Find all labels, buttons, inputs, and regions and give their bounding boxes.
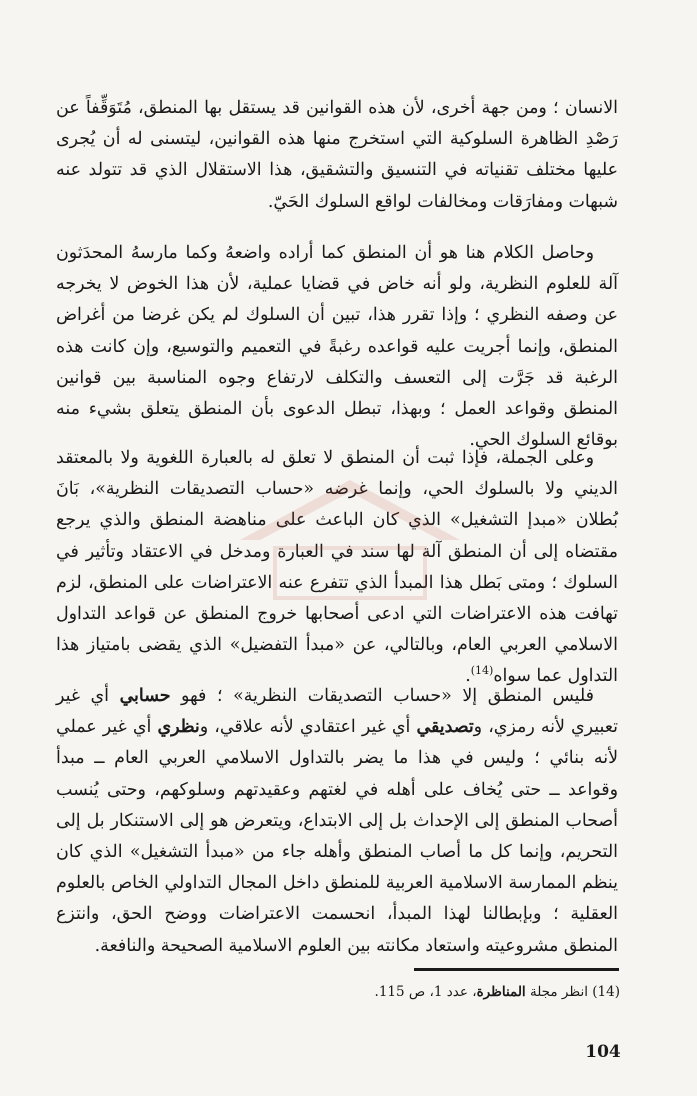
footnote-number: (14) bbox=[592, 984, 620, 1000]
footnote-reference: (14) bbox=[470, 664, 494, 678]
paragraph-2-text: وحاصل الكلام هنا هو أن المنطق كما أراده واضعهُ وكما مارسهُ المحدَثون آلة للعلوم النظرية، ولو أنه خاض في قضايا عملية، لأن هذا الخوض لا يخرجه عن وصفه النظري ؛ وإذا تقرر هذا، تبين أن السلوك لم يكن غرضا من أغراض المنطق، وإنما أجريت عليه قواعده رغبةً في التعميم والتوسيع، وإن كانت هذه الرغبة قد جَرَّت إلى التعسف والتكلف لارتفاع وجوه المناسبة بين قوانين المنطق وقواعد العمل ؛ وبهذا، تبطل الدعوى بأن المنطق يتعلق بشيء منه بوقائع السلوك الحي. bbox=[56, 243, 618, 451]
footnote-post: ، عدد 1، ص 115. bbox=[374, 984, 477, 1000]
footnote-pre: انظر مجلة bbox=[525, 984, 593, 1000]
paragraph-3 bbox=[56, 443, 618, 693]
bold-term-nazari: نظري bbox=[157, 717, 200, 738]
paragraph-4-text bbox=[56, 681, 618, 962]
paragraph-2 bbox=[56, 238, 618, 456]
paragraph-1-text: الانسان ؛ ومن جهة أخرى، لأن هذه القوانين قد يستقل بها المنطق، مُتَوَقِّفاً عن رَصْدِ الظاهرة السلوكية التي استخرج منها هذه القوانين، ليتسنى له أن يُجرى عليها مختلف تقنياته في التنسيق والتشقيق، هذا الاستقلال الذي قد تتولد عنه شبهات ومفارَقات ومخالفات لواقع السلوك الحَيّ. bbox=[56, 98, 618, 212]
paragraph-4-part-a: فليس المنطق إلا «حساب التصديقات النظرية» ؛ فهو bbox=[170, 686, 594, 706]
paragraph-4-part-c: أي غير اعتقادي لأنه علاقي، و bbox=[199, 717, 417, 738]
footnote-divider bbox=[414, 968, 619, 971]
bold-term-tasdiqi: تصديقي bbox=[416, 717, 474, 738]
paragraph-4-part-d: أي غير عملي لأنه بنائي ؛ وليس في هذا ما يضر بالتداول الاسلامي العربي العام ــ مبدأ وقواعد ــ حتى يُخاف على أهله في لغتهم وعقيدتهم وسلوكهم، وحتى يُنسب أصحاب المنطق إلى الإحداث بل إلى الابتداع، ويتعرض هو إلى الاستنكار بل إلى التحريم، وإنما كل ما أصاب المنطق وأهله جاء من «مبدأ التشغيل» الذي كان ينظم الممارسة الاسلامية العربية للمنطق داخل المجال التداولي الخاص بالعلوم العقلية ؛ وبإبطالنا لهذا المبدأ، انحسمت الاعتراضات ووضح الحق، وانتزع المنطق مشروعيته واستعاد مكانته بين العلوم الاسلامية الصحيحة والنافعة. bbox=[56, 717, 618, 956]
footnote bbox=[260, 981, 620, 1003]
page-number: 104 bbox=[585, 1042, 621, 1062]
paragraph-4-part-b: أي غير تعبيري لأنه رمزي، و bbox=[56, 686, 618, 738]
paragraph-3-text bbox=[56, 443, 618, 693]
footnote-journal: المناظرة bbox=[476, 984, 526, 1000]
paragraph-4 bbox=[56, 681, 618, 962]
paragraph-3-end: . bbox=[465, 666, 471, 687]
paragraph-1 bbox=[56, 93, 618, 218]
bold-term-hisabi: حسابي bbox=[119, 686, 171, 706]
paragraph-3-body: وعلى الجملة، فإذا ثبت أن المنطق لا تعلق له بالعبارة اللغوية ولا بالمعتقد الديني ولا بالسلوك الحي، وإنما غرضه «حساب التصديقات النظرية»، بَانَ بُطلان «مبدإ التشغيل» الذي كان الباعث على مناهضة المنطق والذي يرجع مقتضاه إلى أن المنطق آلة لها سند في العبارة ومدخل في الاعتقاد وتأثير في السلوك ؛ ومتى بَطل هذا المبدأ الذي تتفرع عنه الاعتراضات على المنطق، لزم تهافت هذه الاعتراضات التي ادعى أصحابها خروج المنطق عن قواعد التداول الاسلامي العربي العام، وبالتالي، عن «مبدأ التفضيل» الذي يقضى بامتياز هذا التداول عما سواه bbox=[56, 448, 618, 687]
